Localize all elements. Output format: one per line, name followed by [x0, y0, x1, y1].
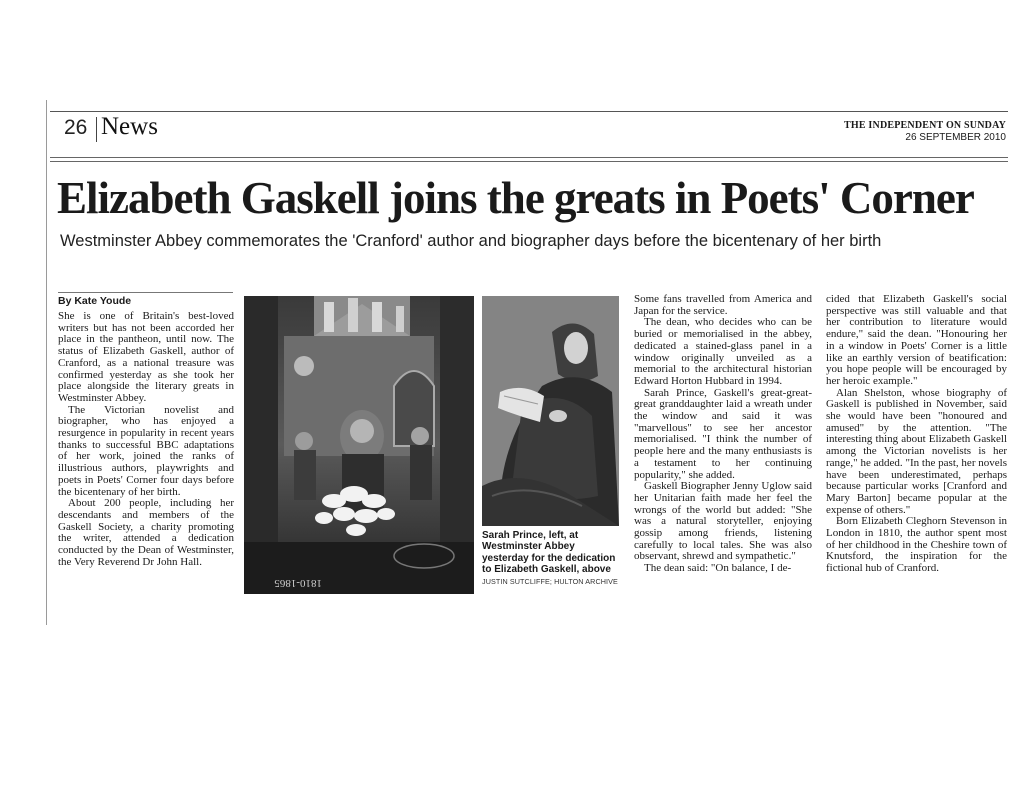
paragraph: Some fans travelled from America and Japan for the service. — [634, 293, 812, 317]
publication-name: THE INDEPENDENT ON SUNDAY — [844, 120, 1006, 131]
headline-rule-top — [50, 157, 1008, 158]
paragraph: The Victorian novelist and biographer, who has enjoyed a resurgence in popularity in recent years thanks to successful BBC adaptations of her work, joined the ranks of illustrious authors, playwrights and poets in Poets' Corner four days before the bicentenary of her birth. — [58, 403, 234, 498]
header-rule — [50, 111, 1008, 112]
byline: By Kate Youde — [58, 295, 132, 307]
article-column-2 — [634, 294, 812, 575]
paragraph: About 200 people, including her descendants and members of the Gaskell Society, a charity promoting the writer, attended a dedication conducted by the Dean of Westminster, the Very Reverend Dr John Hall. — [58, 497, 234, 568]
byline-rule — [58, 292, 233, 293]
headline-rule-bottom — [50, 161, 1008, 162]
scan-edge-line — [46, 100, 47, 625]
caption-text: Sarah Prince, left, at Westminster Abbey yesterday for the dedication to Elizabeth Gaskell, above — [482, 530, 616, 576]
publication-date: 26 SEPTEMBER 2010 — [905, 132, 1006, 143]
gaskell-portrait-photo — [482, 296, 619, 526]
paragraph: She is one of Britain's best-loved writers but has not been accorded her place in the pantheon, until now. The status of Elizabeth Gaskell, author of Cranford, as a national treasure was confirmed yesterday as she took her place alongside the literary greats in Westminster Abbey. — [58, 310, 234, 404]
memorial-stone-dates: 1810-1865 — [274, 577, 322, 589]
abbey-photo — [244, 296, 474, 594]
article-column-1 — [58, 311, 234, 568]
masthead — [844, 120, 1006, 144]
article-column-3 — [826, 294, 1007, 575]
headline: Elizabeth Gaskell joins the greats in Poets' Corner — [57, 173, 974, 223]
photo-credit: JUSTIN SUTCLIFFE; HULTON ARCHIVE — [482, 576, 618, 586]
section-label: News — [101, 113, 158, 140]
paragraph: cided that Elizabeth Gaskell's social perspective was still valuable and that her contribution to literature would endure," said the dean. "Honouring her in a window in Poets' Corner is a little like an earthly version of beatification: you hope people will be encouraged by her heroic example." — [826, 293, 1007, 387]
paragraph: The dean said: "On balance, I de- — [644, 562, 792, 575]
page-number: 26 — [64, 116, 88, 139]
standfirst: Westminster Abbey commemorates the 'Cranford' author and biographer days before the bicentenary of her birth — [60, 232, 882, 250]
paragraph: The dean, who decides who can be buried or memorialised in the abbey, dedicated a stained-glass panel in a window originally unveiled as a memorial to the architectural historian Edward Horton Hubbard in 1994. — [634, 316, 812, 387]
paragraph: Sarah Prince, Gaskell's great-great-great granddaughter laid a wreath under the window and said it was "marvellous" to see her ancestor memorialised. "I think the number of people here and the many enthusiasts is a testament to her continuing popularity," she added. — [634, 386, 812, 481]
paragraph: Born Elizabeth Cleghorn Stevenson in London in 1810, the author spent most of her childhood in the Cheshire town of Knutsford, the inspiration for the fictional hub of Cranford. — [826, 515, 1007, 575]
paragraph: Gaskell Biographer Jenny Uglow said her Unitarian faith made her feel the wrongs of the world but added: "She was a natural storyteller, enjoying gossip among friends, listening carefully to local tales. She was also observant, shrewd and sympathetic." — [634, 480, 812, 563]
paragraph: Alan Shelston, whose biography of Gaskell is published in November, said she would have been "honoured and amused" by the attention. "The interesting thing about Elizabeth Gaskell among the Victorian novelists is her range," he added. "In the past, her novels have been underestimated, perhaps because particular works [Cranford and Mary Barton] became popular at the expense of others." — [826, 386, 1007, 516]
photo-caption — [482, 530, 622, 587]
section-divider — [96, 117, 97, 142]
